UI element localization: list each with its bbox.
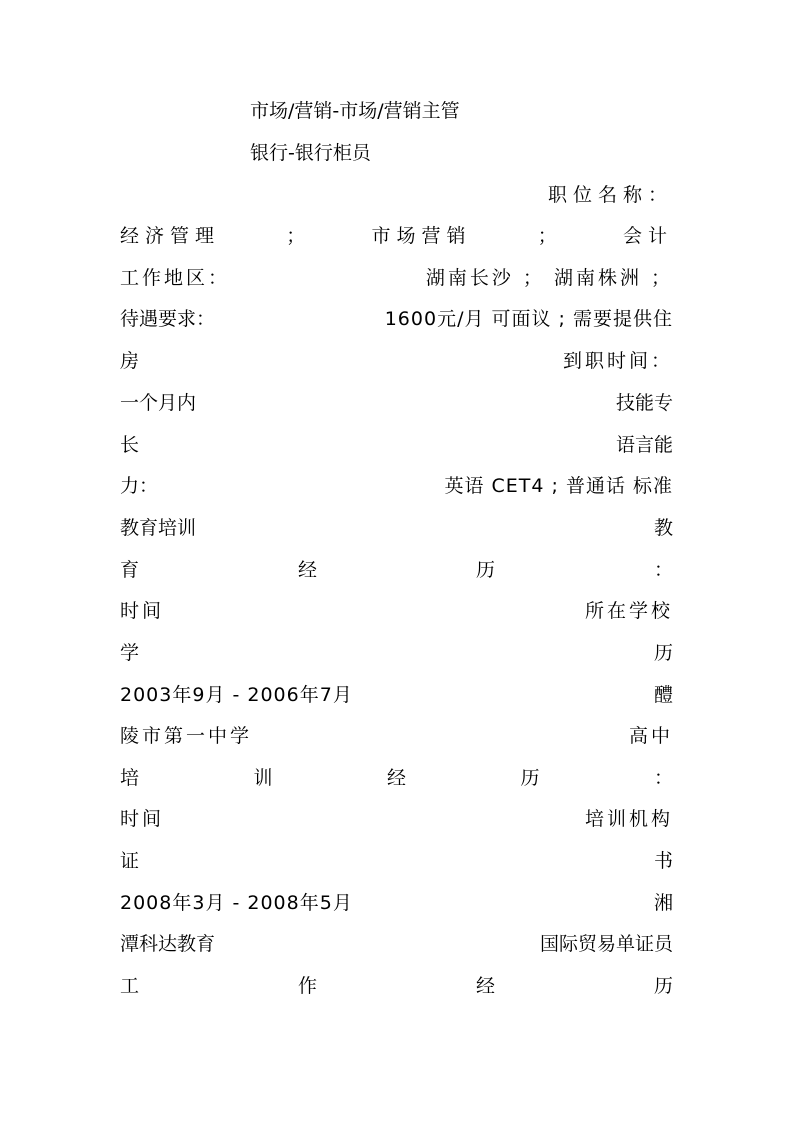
salary-label: 待遇要求： [120,308,216,330]
education-entry-row-2 [120,721,673,751]
language-label: 语言能 [615,434,673,456]
education-period: 2003年9月 - 2006年7月 [120,684,353,706]
skills-row [120,388,673,418]
education-entry-row [120,680,673,710]
work-location-row [120,263,673,293]
work-location-value: 湖南长沙 ； 湖南株洲 ； [425,267,673,289]
institution-name-start: 湘 [653,892,673,914]
job-category-line-1: 市场/营销-市场/营销主管 [250,100,460,122]
education-title-start: 教 [653,517,673,539]
school-name: 陵市第一中学 [120,725,253,747]
title-char: 历 [653,975,673,997]
work-location-label: 工作地区： [120,267,231,289]
training-period: 2008年3月 - 2008年5月 [120,892,353,914]
col-time: 时间 [120,600,165,622]
col-certificate-start: 证 [120,850,140,872]
col-institution: 培训机构 [584,808,673,830]
skills-label-continued: 长 [120,434,140,456]
title-char: 经 [386,767,406,789]
language-label-continued: 力： [120,475,159,497]
skills-label: 技能专 [615,392,673,414]
education-training-title: 教育培训 [120,517,197,539]
education-column-headers [120,596,673,626]
training-entry-row [120,888,673,918]
title-char: ： [653,559,673,581]
title-char: 经 [475,975,495,997]
col-school: 所在学校 [584,600,673,622]
col-degree-end: 历 [653,642,673,664]
title-char: 工 [120,975,140,997]
work-history-title [120,971,673,1001]
separator: ； [537,225,557,247]
start-time-label: 到职时间： [562,350,673,372]
col-degree-start: 学 [120,642,140,664]
title-char: 历 [475,559,495,581]
language-value: 英语 CET4 ; 普通话 标准 [444,475,673,497]
training-certificate-header [120,846,673,876]
title-char: 训 [253,767,273,789]
title-char: ： [653,767,673,789]
position-economics-management: 经济管理 [120,225,221,247]
col-certificate-end: 书 [653,850,673,872]
education-history-title [120,555,673,585]
housing-continued: 房 [120,350,140,372]
position-name-label: 职位名称： [547,184,673,206]
job-category-line-2: 银行-银行柜员 [250,142,371,164]
col-time: 时间 [120,808,165,830]
title-char: 培 [120,767,140,789]
training-entry-row-2 [120,929,673,959]
education-degree: 高中 [628,725,673,747]
language-value-row [120,471,673,501]
title-char: 历 [520,767,540,789]
start-time-row [120,346,673,376]
salary-row [120,304,673,334]
salary-value: 1600元/月 可面议 ; 需要提供住 [384,308,673,330]
position-name-values [120,221,673,251]
separator: ； [286,225,306,247]
training-history-title [120,763,673,793]
institution-name: 潭科达教育 [120,933,216,955]
language-row [120,430,673,460]
school-name-start: 醴 [653,684,673,706]
start-time-value: 一个月内 [120,392,197,414]
education-training-header [120,513,673,543]
title-char: 经 [297,559,317,581]
education-degree-header [120,638,673,668]
title-char: 育 [120,559,140,581]
position-accounting: 会计 [622,225,673,247]
position-marketing: 市场营销 [371,225,472,247]
training-certificate: 国际贸易单证员 [539,933,673,955]
title-char: 作 [297,975,317,997]
training-column-headers [120,804,673,834]
